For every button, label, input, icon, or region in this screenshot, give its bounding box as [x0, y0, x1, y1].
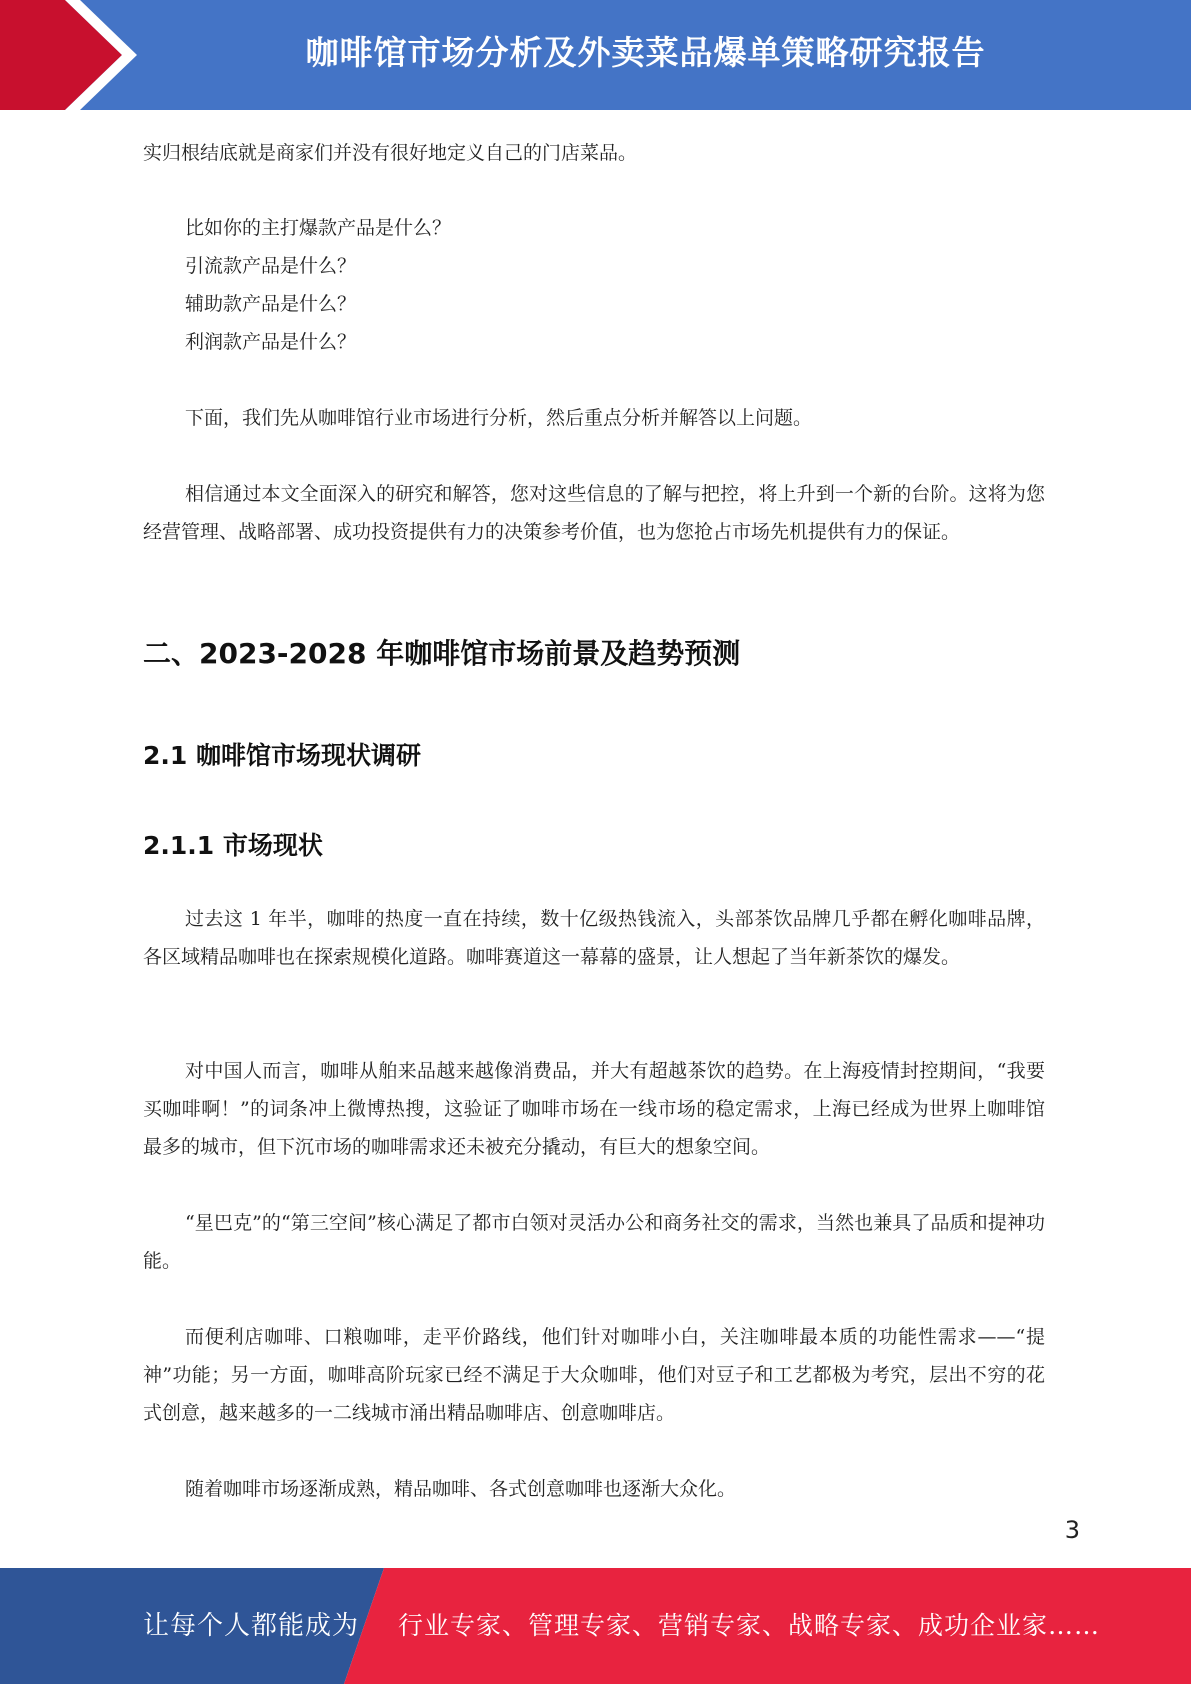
footer-slogan-right: 行业专家、管理专家、营销专家、战略专家、成功企业家……	[398, 1611, 1101, 1640]
section-heading: 二、2023-2028 年咖啡馆市场前景及趋势预测	[143, 637, 741, 670]
paragraph-market-5: 随着咖啡市场逐渐成熟，精品咖啡、各式创意咖啡也逐渐大众化。	[185, 1478, 737, 1500]
paragraph-market-1: 过去这 1 年半，咖啡的热度一直在持续，数十亿级热钱流入，头部茶饮品牌几乎都在孵化咖啡品牌，各区域精品咖啡也在探索规模化道路。咖啡赛道这一幕幕的盛景，让人想起了当年新茶饮的爆发。	[143, 908, 1045, 968]
paragraph-intro: 实归根结底就是商家们并没有很好地定义自己的门店菜品。	[143, 142, 638, 164]
subsubsection-heading: 2.1.1 市场现状	[143, 831, 323, 860]
page-footer	[0, 1568, 1191, 1684]
footer-slogan-left: 让每个人都能成为	[143, 1611, 360, 1641]
paragraph-value: 相信通过本文全面深入的研究和解答，您对这些信息的了解与把控，将上升到一个新的台阶。这将为您经营管理、战略部署、成功投资提供有力的决策参考价值，也为您抢占市场先机提供有力的保证。	[143, 483, 1045, 543]
paragraph-market-2: 对中国人而言，咖啡从舶来品越来越像消费品，并大有超越茶饮的趋势。在上海疫情封控期间，“我要买咖啡啊！”的词条冲上微博热搜，这验证了咖啡市场在一线市场的稳定需求，上海已经成为世界上咖啡馆最多的城市，但下沉市场的咖啡需求还未被充分撬动，有巨大的想象空间。	[143, 1060, 1045, 1158]
page-number: 3	[1064, 1516, 1080, 1544]
question-item: 利润款产品是什么？	[185, 331, 357, 353]
paragraph-analysis-plan: 下面，我们先从咖啡馆行业市场进行分析，然后重点分析并解答以上问题。	[185, 407, 813, 429]
paragraph-market-3: “星巴克”的“第三空间”核心满足了都市白领对灵活办公和商务社交的需求，当然也兼具了品质和提神功能。	[143, 1212, 1045, 1272]
subsection-heading: 2.1 咖啡馆市场现状调研	[143, 741, 421, 770]
paragraph-market-4: 而便利店咖啡、口粮咖啡，走平价路线，他们针对咖啡小白，关注咖啡最本质的功能性需求——“提神”功能；另一方面，咖啡高阶玩家已经不满足于大众咖啡，他们对豆子和工艺都极为考究，层出不穷的花式创意，越来越多的一二线城市涌出精品咖啡店、创意咖啡店。	[143, 1326, 1045, 1424]
question-item: 引流款产品是什么？	[185, 255, 357, 277]
question-item: 辅助款产品是什么？	[185, 293, 357, 315]
question-item: 比如你的主打爆款产品是什么？	[185, 217, 452, 239]
page-header	[0, 0, 1191, 110]
report-title: 咖啡馆市场分析及外卖菜品爆单策略研究报告	[305, 33, 986, 72]
header-chevron-decoration	[0, 0, 150, 110]
